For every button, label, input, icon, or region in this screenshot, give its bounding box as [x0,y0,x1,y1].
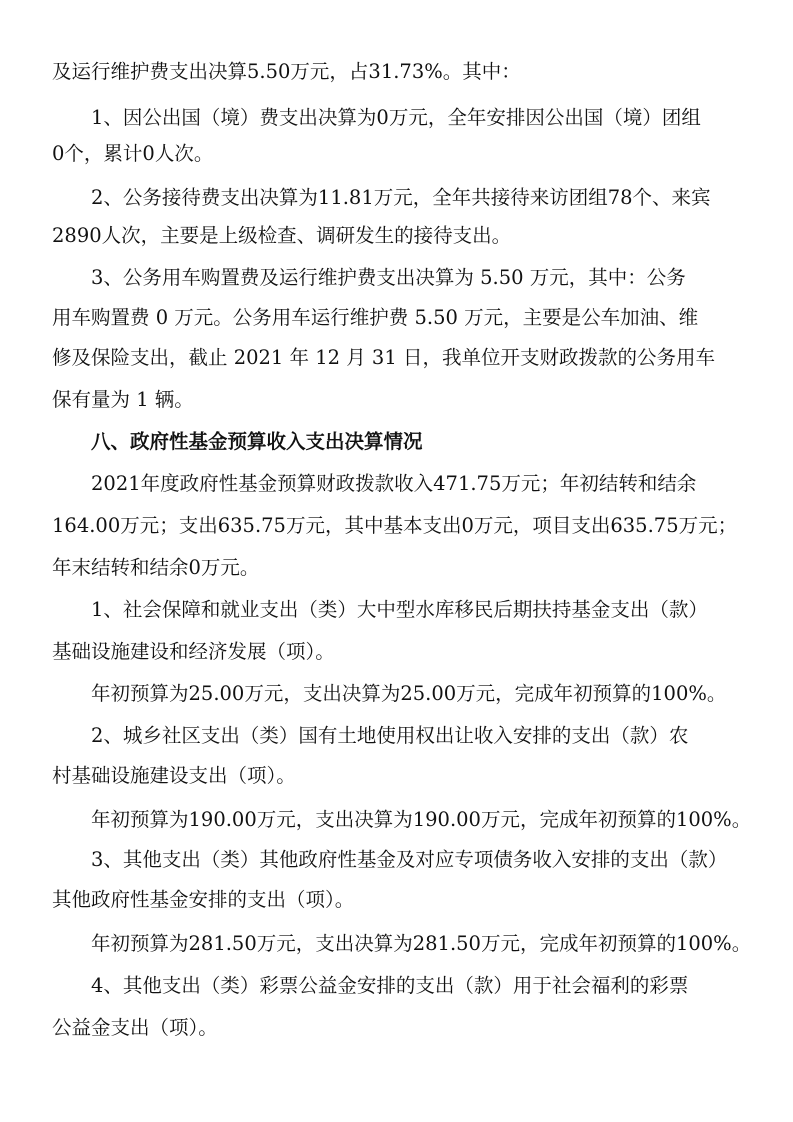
paragraph-line: 1、社会保障和就业支出（类）大中型水库移民后期扶持基金支出（款） [91,598,708,621]
paragraph-line: 基础设施建设和经济发展（项）。 [52,640,335,663]
paragraph-line: 3、公务用车购置费及运行维护费支出决算为 5.50 万元，其中：公务 [91,266,686,289]
paragraph-line: 2、公务接待费支出决算为11.81万元，全年共接待来访团组78个、来宾 [91,186,711,209]
paragraph-line: 2、城乡社区支出（类）国有土地使用权出让收入安排的支出（款）农 [91,724,689,747]
paragraph-line: 保有量为 1 辆。 [52,388,194,411]
paragraph-line: 2021年度政府性基金预算财政拨款收入471.75万元；年初结转和结余 [91,472,697,495]
paragraph-line: 2890人次，主要是上级检查、调研发生的接待支出。 [52,224,512,247]
paragraph-line: 村基础设施建设支出（项）。 [52,764,296,787]
paragraph-line: 164.00万元；支出635.75万元，其中基本支出0万元，项目支出635.75万元； [52,514,738,537]
paragraph-line: 3、其他支出（类）其他政府性基金及对应专项债务收入安排的支出（款） [91,848,728,871]
paragraph-line: 及运行维护费支出决算5.50万元，占31.73%。其中： [52,60,521,83]
paragraph-line: 公益金支出（项）。 [52,1016,218,1039]
paragraph-line: 4、其他支出（类）彩票公益金安排的支出（款）用于社会福利的彩票 [91,974,689,997]
paragraph-line: 年末结转和结余0万元。 [52,556,260,579]
paragraph-line: 0个，累计0人次。 [52,142,214,165]
paragraph-line: 修及保险支出，截止 2021 年 12 月 31 日，我单位开支财政拨款的公务用车 [52,346,715,369]
paragraph-line: 年初预算为25.00万元，支出决算为25.00万元，完成年初预算的100%。 [91,682,727,705]
paragraph-line: 1、因公出国（境）费支出决算为0万元，全年安排因公出国（境）团组 [91,106,701,129]
paragraph-line: 年初预算为281.50万元，支出决算为281.50万元，完成年初预算的100%。 [91,932,752,955]
section-heading: 八、政府性基金预算收入支出决算情况 [91,430,423,453]
paragraph-line: 其他政府性基金安排的支出（项）。 [52,888,355,911]
paragraph-line: 用车购置费 0 万元。公务用车运行维护费 5.50 万元，主要是公车加油、维 [52,306,699,329]
paragraph-line: 年初预算为190.00万元，支出决算为190.00万元，完成年初预算的100%。 [91,808,752,831]
